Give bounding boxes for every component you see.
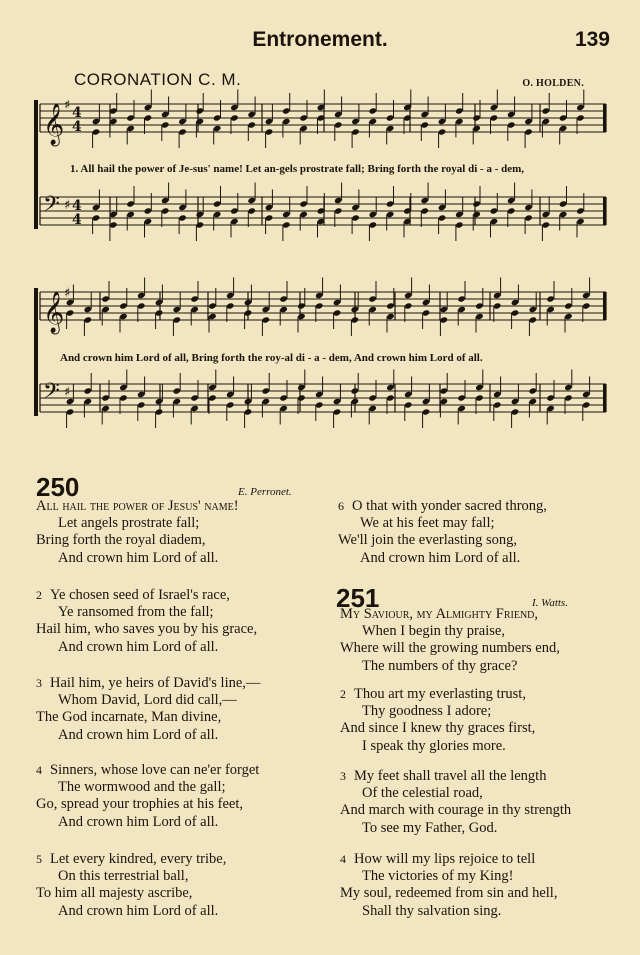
stanza-line: Bring forth the royal diadem, [36, 532, 206, 549]
stanza-line: My Saviour, my Almighty Friend, [340, 606, 539, 622]
time-signature-top: 4 [72, 198, 82, 214]
stanza-line: Ye chosen seed of Israel's race, [50, 587, 230, 603]
stanza-251-3 [340, 768, 571, 837]
stanza-line: We'll join the everlasting song, [338, 532, 518, 549]
stanza-line: Of the celestial road, [362, 785, 483, 802]
sharp-icon: ♯ [64, 198, 71, 213]
stanza-line: Shall thy salvation sing. [362, 902, 502, 919]
treble-clef-icon: 𝄞 [43, 292, 65, 333]
stanza-251-4 [340, 851, 557, 920]
stanza-line: We at his feet may fall; [360, 515, 495, 532]
sheet-music [0, 0, 640, 460]
hymn-number-250: 250 [36, 472, 80, 502]
stanza-line: Where will the growing numbers end, [340, 640, 560, 657]
stanza-line: The victories of my King! [362, 868, 514, 885]
stanza-line: The God incarnate, Man divine, [36, 709, 222, 726]
stanza-line: And crown him Lord of all. [58, 549, 219, 566]
stanza-number: 6 [338, 499, 344, 513]
bass-clef-icon: 𝄢 [43, 379, 60, 409]
stanza-line: And crown him Lord of all. [58, 726, 219, 743]
stanza-line: The numbers of thy grace? [362, 657, 518, 674]
stanza-number: 2 [340, 687, 346, 701]
stanza-line: And crown him Lord of all. [360, 549, 521, 566]
stanza-line: And march with courage in thy strength [340, 802, 572, 819]
stanza-line: The wormwood and the gall; [58, 779, 226, 796]
sharp-icon: ♯ [64, 286, 71, 301]
stanza-line: My feet shall travel all the length [354, 768, 547, 784]
lyric-line-1: 1. All hail the power of Je-sus' name! Let an-gels prostrate fall; Bring forth the royal di - a - dem, [70, 163, 525, 175]
system-brace [34, 288, 38, 416]
time-signature-bottom: 4 [72, 119, 82, 135]
stanza-line: Let angels prostrate fall; [58, 515, 200, 532]
stanza-line: And since I knew thy graces first, [340, 720, 536, 737]
stanza-line: Hail him, ye heirs of David's line,— [50, 675, 261, 691]
system-brace [34, 100, 38, 229]
stanza-number: 3 [340, 769, 346, 783]
lyric-line-2: And crown him Lord of all, Bring forth the roy-al di - a - dem, And crown him Lord of all. [60, 352, 483, 364]
sharp-icon: ♯ [64, 98, 71, 113]
bass-clef-icon: 𝄢 [43, 192, 60, 222]
stanza-line: Hail him, who saves you by his grace, [36, 621, 258, 638]
stanza-250-2 [36, 587, 257, 656]
hymn-author-251: I. Watts. [532, 597, 568, 609]
stanza-line: Let every kindred, every tribe, [50, 851, 227, 867]
stanza-line: To him all majesty ascribe, [36, 885, 193, 902]
stanza-line: Thou art my everlasting trust, [354, 686, 526, 702]
stanza-line: Ye ransomed from the fall; [58, 604, 214, 621]
stanza-line: And crown him Lord of all. [58, 902, 219, 919]
final-bar-line [603, 292, 606, 320]
time-signature-bottom: 4 [72, 212, 82, 228]
treble-clef-icon: 𝄞 [43, 104, 65, 145]
stanza-number: 2 [36, 588, 42, 602]
final-bar-line [603, 197, 606, 225]
final-bar-line [603, 384, 606, 412]
tune-name: CORONATION C. M. [74, 70, 242, 89]
stanza-250-5 [36, 851, 226, 920]
stanza-line: When I begin thy praise, [362, 623, 505, 640]
stanza-250-6 [338, 498, 547, 567]
stanza-number: 4 [36, 763, 42, 777]
stanza-250-1 [36, 498, 239, 567]
stanza-251-2 [340, 686, 535, 755]
hymn-number-251: 251 [336, 583, 380, 613]
stanza-250-3 [36, 675, 260, 744]
stanza-251-1 [340, 606, 560, 675]
stanza-line: And crown him Lord of all. [58, 638, 219, 655]
stanza-number: 5 [36, 852, 42, 866]
stanza-number: 3 [36, 676, 42, 690]
stanza-line: On this terrestrial ball, [58, 868, 189, 885]
stanza-line: Thy goodness I adore; [362, 703, 492, 720]
hymn-author-250: E. Perronet. [238, 486, 292, 498]
page-number: 139 [574, 28, 610, 51]
stanza-250-4 [36, 762, 259, 831]
stanza-line: Go, spread your trophies at his feet, [36, 796, 243, 813]
stanza-line: Sinners, whose love can ne'er forget [50, 762, 260, 778]
stanza-line: O that with yonder sacred throng, [352, 498, 547, 514]
sharp-icon: ♯ [64, 385, 71, 400]
stanza-line: All hail the power of Jesus' name! [36, 498, 239, 514]
stanza-line: And crown him Lord of all. [58, 813, 219, 830]
stanza-line: I speak thy glories more. [362, 737, 506, 754]
stanza-line: My soul, redeemed from sin and hell, [340, 885, 558, 902]
final-bar-line [603, 104, 606, 132]
stanza-line: To see my Father, God. [362, 819, 498, 836]
stanza-line: How will my lips rejoice to tell [354, 851, 536, 867]
stanza-number: 4 [340, 852, 346, 866]
composer: O. HOLDEN. [522, 78, 584, 89]
section-title: Entronement. [252, 28, 388, 51]
time-signature-top: 4 [72, 105, 82, 121]
stanza-line: Whom David, Lord did call,— [58, 692, 237, 709]
